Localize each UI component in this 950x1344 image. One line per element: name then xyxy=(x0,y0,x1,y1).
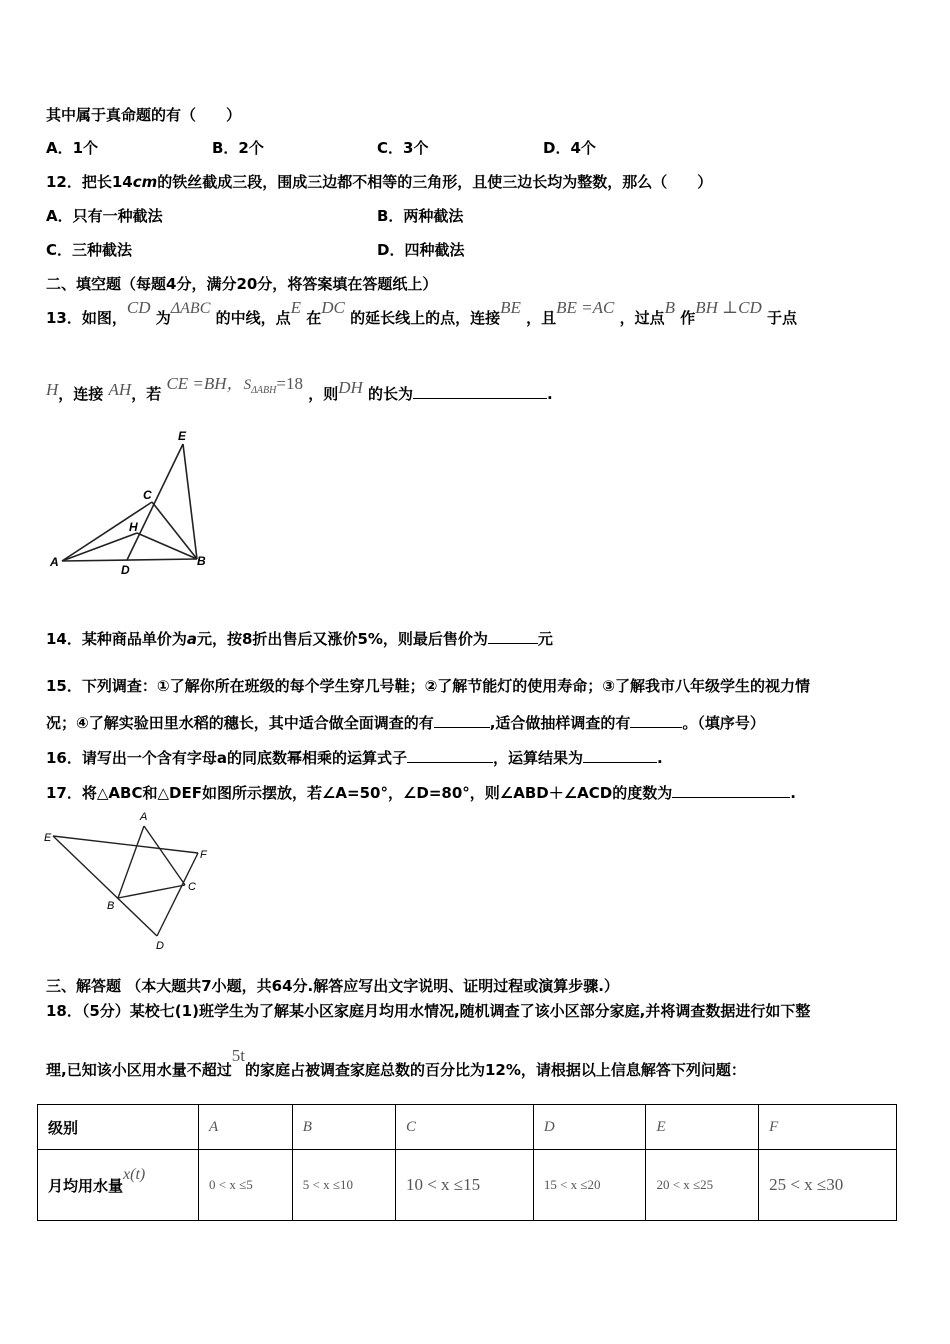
table-row xyxy=(38,1150,897,1221)
fig13-edge-ae-hidden xyxy=(62,444,183,561)
q18-line-2: 理,已知该小区用水量不超过5t的家庭占被调查家庭总数的百分比为12%，请根据以上信息解答下列问题： xyxy=(46,1046,746,1079)
fig13-label-c: C xyxy=(143,488,152,502)
fig17-edge-bc xyxy=(118,885,185,898)
fig13-label-b: B xyxy=(197,554,206,568)
fig13-edge-cb xyxy=(152,502,197,559)
table-level-cell: E xyxy=(646,1105,759,1150)
table-level-cell: D xyxy=(533,1105,646,1150)
fig13-edge-hb xyxy=(137,533,197,559)
fig13-edge-ab xyxy=(62,559,197,561)
q11-option-b: B．2个 xyxy=(212,139,264,157)
q13-line-2: H，连接 AH，若 CE =BH，$S^{\Delta ABH}=18$ ，则DH 的长为 . xyxy=(46,374,553,403)
q14-answer-blank[interactable] xyxy=(488,629,538,644)
section-3-heading: 三、解答题 （本大题共7小题，共64分.解答应写出文字说明、证明过程或演算步骤.） xyxy=(46,977,619,995)
q11-option-a: A．1个 xyxy=(46,139,99,157)
fig13-label-h: H xyxy=(129,520,138,534)
fig17-label-d: D xyxy=(156,940,164,952)
q17-answer-blank[interactable] xyxy=(672,783,790,798)
fig17-edge-ed xyxy=(53,836,157,936)
fig13-label-d: D xyxy=(121,563,130,577)
q12-stem: 12．把长14cm的铁丝截成三段，围成三边都不相等的三角形，且使三边长均为整数，那么（ ） xyxy=(46,173,713,191)
q14: 14．某种商品单价为a元，按8折出售后又涨价5%，则最后售价为 元 xyxy=(46,630,553,648)
q13-figure xyxy=(40,425,220,580)
table-level-cell: A xyxy=(199,1105,293,1150)
fig17-label-a: A xyxy=(140,811,148,823)
fig13-label-e: E xyxy=(178,429,187,443)
table-head-usage: 月均用水量x(t) xyxy=(38,1150,199,1221)
q12-option-c: C．三种截法 xyxy=(46,241,133,259)
table-level-cell: C xyxy=(395,1105,533,1150)
fig13-edge-eb xyxy=(183,444,197,559)
table-level-cell: B xyxy=(292,1105,395,1150)
table-head-level: 级别 xyxy=(38,1105,199,1150)
fig17-label-f: F xyxy=(200,849,207,861)
q15-line-1: 15．下列调查：①了解你所在班级的每个学生穿几号鞋；②了解节能灯的使用寿命；③了解我市八年级学生的视力情 xyxy=(46,677,810,695)
q12-option-a: A．只有一种截法 xyxy=(46,207,163,225)
table-range-cell: 20 < x ≤25 xyxy=(646,1150,759,1221)
table-range-cell: 25 < x ≤30 xyxy=(759,1150,897,1221)
table-range-cell: 5 < x ≤10 xyxy=(292,1150,395,1221)
table-level-cell: F xyxy=(759,1105,897,1150)
q15-blank-full[interactable] xyxy=(434,713,490,728)
q16-blank-expression[interactable] xyxy=(407,748,493,763)
fig17-edge-ac xyxy=(144,826,185,885)
q12-option-b: B．两种截法 xyxy=(377,207,464,225)
q16-blank-result[interactable] xyxy=(583,748,657,763)
q11-prompt: 其中属于真命题的有（ ） xyxy=(46,106,242,124)
q15-line-2: 况；④了解实验田里水稻的穗长，其中适合做全面调查的有 ,适合做抽样调查的有 。（填序号） xyxy=(46,714,765,732)
fig13-edge-ac xyxy=(62,502,152,561)
q13-line-1: 13．如图，CD 为ΔABC 的中线，点E 在DC 的延长线上的点，连接BE ，且BE =AC ，过点B 作BH ⊥CD 于点 xyxy=(46,298,798,327)
q12-option-d: D．四种截法 xyxy=(377,241,465,259)
fig17-label-b: B xyxy=(107,900,115,912)
q15-blank-sample[interactable] xyxy=(630,713,682,728)
fig13-label-a: A xyxy=(50,555,59,569)
section-2-heading: 二、填空题（每题4分，满分20分，将答案填在答题纸上） xyxy=(46,275,438,293)
q13-answer-blank[interactable] xyxy=(413,384,547,399)
q17: 17．将△ABC和△DEF如图所示摆放，若∠A=50°，∠D=80°，则∠ABD＋∠ACD的度数为 . xyxy=(46,784,796,802)
table-row xyxy=(38,1105,897,1150)
fig17-label-e: E xyxy=(44,832,52,844)
q11-option-c: C．3个 xyxy=(377,139,429,157)
q16: 16．请写出一个含有字母a的同底数幂相乘的运算式子 ，运算结果为 . xyxy=(46,749,663,767)
q18-line-1: 18．（5分）某校七(1)班学生为了解某小区家庭月均用水情况,随机调查了该小区部分家庭,并将调查数据进行如下整 xyxy=(46,1002,811,1020)
fig17-edge-ef xyxy=(53,836,198,853)
fig17-edge-fd xyxy=(157,853,198,936)
table-range-cell: 15 < x ≤20 xyxy=(533,1150,646,1221)
q11-option-d: D．4个 xyxy=(543,139,596,157)
table-range-cell: 0 < x ≤5 xyxy=(199,1150,293,1221)
table-range-cell: 10 < x ≤15 xyxy=(395,1150,533,1221)
fig17-edge-ab xyxy=(118,826,144,898)
q17-figure xyxy=(40,808,220,953)
fig13-edge-ed xyxy=(127,444,183,560)
water-usage-table xyxy=(37,1104,897,1221)
fig17-label-c: C xyxy=(188,881,196,893)
